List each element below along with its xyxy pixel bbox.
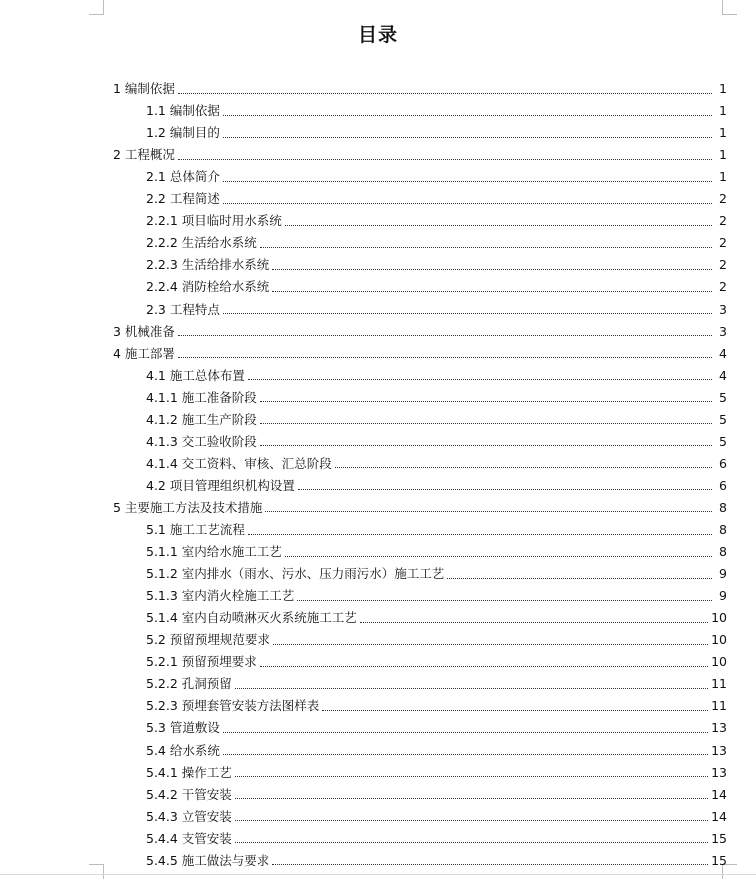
toc-dot-leader (223, 313, 712, 314)
toc-entry-page-number: 10 (711, 610, 727, 626)
toc-entry-page-number: 5 (719, 411, 727, 427)
toc-entry[interactable] (146, 475, 727, 497)
toc-dot-leader (260, 445, 712, 446)
toc-dot-leader (260, 401, 712, 402)
toc-entry-label: 5.4.4 支管安装 (146, 830, 232, 846)
page-corner-mark (722, 0, 737, 15)
toc-dot-leader (297, 600, 712, 601)
toc-dot-leader (223, 115, 712, 116)
toc-entry-label: 5.4 给水系统 (146, 742, 220, 758)
toc-entry[interactable] (146, 673, 727, 695)
toc-entry-label: 4.2 项目管理组织机构设置 (146, 477, 295, 493)
toc-dot-leader (223, 137, 712, 138)
toc-entry-page-number: 2 (719, 257, 727, 273)
toc-entry[interactable] (146, 299, 727, 321)
page-corner-mark (89, 864, 104, 879)
toc-entry[interactable] (146, 740, 727, 762)
toc-entry-label: 3 机械准备 (113, 323, 175, 339)
toc-dot-leader (285, 556, 712, 557)
toc-dot-leader (272, 864, 708, 865)
toc-entry-label: 5.2.2 孔洞预留 (146, 676, 232, 692)
toc-entry-label: 4.1.4 交工资料、审核、汇总阶段 (146, 455, 332, 471)
toc-entry-page-number: 1 (719, 103, 727, 119)
toc-dot-leader (260, 247, 712, 248)
toc-entry-page-number: 3 (719, 323, 727, 339)
toc-entry-label: 4.1.2 施工生产阶段 (146, 411, 257, 427)
toc-entry[interactable] (146, 762, 727, 784)
toc-entry-page-number: 14 (711, 808, 727, 824)
toc-entry-label: 4.1.3 交工验收阶段 (146, 433, 257, 449)
toc-dot-leader (285, 225, 712, 226)
toc-entry[interactable] (146, 100, 727, 122)
toc-entry-page-number: 6 (719, 477, 727, 493)
toc-entry-label: 5.2.3 预埋套管安装方法图样表 (146, 698, 320, 714)
toc-entry-label: 5.2 预留预埋规范要求 (146, 632, 270, 648)
toc-dot-leader (223, 203, 712, 204)
toc-entry-label: 5.4.5 施工做法与要求 (146, 852, 270, 868)
toc-dot-leader (272, 291, 712, 292)
toc-entry-page-number: 11 (711, 676, 727, 692)
toc-dot-leader (178, 159, 712, 160)
toc-entry-page-number: 15 (711, 830, 727, 846)
toc-entry[interactable] (146, 210, 727, 232)
toc-entry-label: 4.1.1 施工准备阶段 (146, 389, 257, 405)
toc-entry-page-number: 8 (719, 499, 727, 515)
toc-entry[interactable] (146, 254, 727, 276)
toc-entry[interactable] (146, 276, 727, 298)
toc-dot-leader (235, 820, 708, 821)
toc-entry[interactable] (113, 78, 727, 100)
toc-entry-page-number: 10 (711, 654, 727, 670)
toc-entry-label: 1.2 编制目的 (146, 125, 220, 141)
toc-entry[interactable] (146, 629, 727, 651)
toc-entry-page-number: 1 (719, 81, 727, 96)
toc-entry-label: 2.2.1 项目临时用水系统 (146, 213, 282, 229)
toc-entry-page-number: 3 (719, 301, 727, 317)
toc-entry[interactable] (146, 519, 727, 541)
toc-dot-leader (360, 622, 708, 623)
toc-entry-label: 2.3 工程特点 (146, 301, 220, 317)
toc-dot-leader (235, 842, 708, 843)
toc-dot-leader (235, 776, 708, 777)
toc-dot-leader (248, 534, 712, 535)
toc-entry-label: 2.2.3 生活给排水系统 (146, 257, 270, 273)
toc-dot-leader (447, 578, 712, 579)
toc-dot-leader (322, 710, 708, 711)
toc-entry-page-number: 13 (711, 742, 727, 758)
toc-entry-page-number: 2 (719, 235, 727, 251)
toc-entry[interactable] (146, 387, 727, 409)
toc-entry-page-number: 2 (719, 279, 727, 295)
toc-entry-page-number: 13 (711, 720, 727, 736)
toc-entry-label: 4 施工部署 (113, 345, 175, 361)
toc-dot-leader (298, 489, 712, 490)
toc-entry-label: 2 工程概况 (113, 147, 175, 163)
toc-entry-label: 2.2.4 消防栓给水系统 (146, 279, 270, 295)
toc-entry-page-number: 2 (719, 191, 727, 207)
toc-entry[interactable] (113, 321, 727, 343)
toc-entry-page-number: 14 (711, 786, 727, 802)
toc-entry[interactable] (146, 806, 727, 828)
toc-entry-page-number: 15 (711, 852, 727, 868)
toc-entry-page-number: 5 (719, 433, 727, 449)
page-bottom-divider (0, 874, 756, 875)
toc-dot-leader (260, 423, 712, 424)
toc-entry[interactable] (146, 365, 727, 387)
toc-entry-label: 2.2.2 生活给水系统 (146, 235, 257, 251)
toc-dot-leader (223, 754, 708, 755)
toc-dot-leader (178, 357, 712, 358)
toc-entry-label: 5 主要施工方法及技术措施 (113, 499, 263, 515)
toc-entry[interactable] (146, 431, 727, 453)
toc-entry-page-number: 4 (719, 345, 727, 361)
toc-entry-page-number: 11 (711, 698, 727, 714)
toc-dot-leader (235, 688, 708, 689)
toc-entry[interactable] (146, 188, 727, 210)
toc-entry[interactable] (146, 695, 727, 717)
toc-entry[interactable] (113, 144, 727, 166)
toc-dot-leader (178, 93, 712, 94)
toc-entry-label: 2.1 总体简介 (146, 169, 220, 185)
toc-entry[interactable] (146, 607, 727, 629)
toc-entry[interactable] (146, 651, 727, 673)
toc-entry[interactable] (113, 343, 727, 365)
toc-dot-leader (335, 467, 712, 468)
toc-entry-page-number: 1 (719, 125, 727, 141)
toc-entry-page-number: 6 (719, 455, 727, 471)
toc-entry-label: 5.4.1 操作工艺 (146, 764, 232, 780)
toc-entry-label: 5.2.1 预留预埋要求 (146, 654, 257, 670)
toc-entry-page-number: 1 (719, 147, 727, 163)
toc-entry-label: 5.1.2 室内排水（雨水、污水、压力雨污水）施工工艺 (146, 566, 445, 582)
toc-entry-label: 5.4.2 干管安装 (146, 786, 232, 802)
toc-entry[interactable] (146, 409, 727, 431)
toc-entry[interactable] (146, 563, 727, 585)
toc-dot-leader (235, 798, 708, 799)
toc-entry-label: 4.1 施工总体布置 (146, 367, 245, 383)
toc-title: 目录 (357, 24, 398, 46)
toc-dot-leader (260, 666, 708, 667)
toc-entry-label: 5.3 管道敷设 (146, 720, 220, 736)
toc-dot-leader (265, 511, 712, 512)
toc-entry-label: 5.4.3 立管安装 (146, 808, 232, 824)
toc-entry-label: 5.1.1 室内给水施工工艺 (146, 544, 282, 560)
toc-entry-label: 5.1.4 室内自动喷淋灭火系统施工工艺 (146, 610, 357, 626)
toc-dot-leader (223, 181, 712, 182)
toc-entry-label: 2.2 工程简述 (146, 191, 220, 207)
toc-entry-label: 1.1 编制依据 (146, 103, 220, 119)
toc-dot-leader (272, 269, 712, 270)
toc-dot-leader (273, 644, 708, 645)
toc-dot-leader (178, 335, 712, 336)
toc-entry-page-number: 4 (719, 367, 727, 383)
toc-dot-leader (223, 732, 708, 733)
toc-entry-page-number: 5 (719, 389, 727, 405)
toc-entry[interactable] (146, 585, 727, 607)
toc-entry[interactable] (146, 122, 727, 144)
toc-entry-page-number: 8 (719, 544, 727, 560)
toc-entry-page-number: 10 (711, 632, 727, 648)
toc-entry[interactable] (146, 784, 727, 806)
toc-entry[interactable] (146, 166, 727, 188)
toc-entry-page-number: 9 (719, 588, 727, 604)
toc-entry[interactable] (146, 717, 727, 739)
toc-entry-label: 5.1.3 室内消火栓施工工艺 (146, 588, 295, 604)
toc-entry[interactable] (146, 232, 727, 254)
toc-entry-page-number: 9 (719, 566, 727, 582)
toc-entry[interactable] (146, 850, 727, 872)
toc-entry[interactable] (146, 541, 727, 563)
toc-entry-page-number: 2 (719, 213, 727, 229)
page-corner-mark (89, 0, 104, 15)
toc-entry[interactable] (146, 453, 727, 475)
toc-entry-page-number: 8 (719, 522, 727, 537)
toc-entry-label: 5.1 施工工艺流程 (146, 522, 245, 537)
toc-entry-page-number: 13 (711, 764, 727, 780)
toc-entry-label: 1 编制依据 (113, 81, 175, 96)
toc-entry[interactable] (146, 828, 727, 850)
toc-entry[interactable] (113, 497, 727, 519)
toc-dot-leader (248, 379, 712, 380)
toc-entry-page-number: 1 (719, 169, 727, 185)
